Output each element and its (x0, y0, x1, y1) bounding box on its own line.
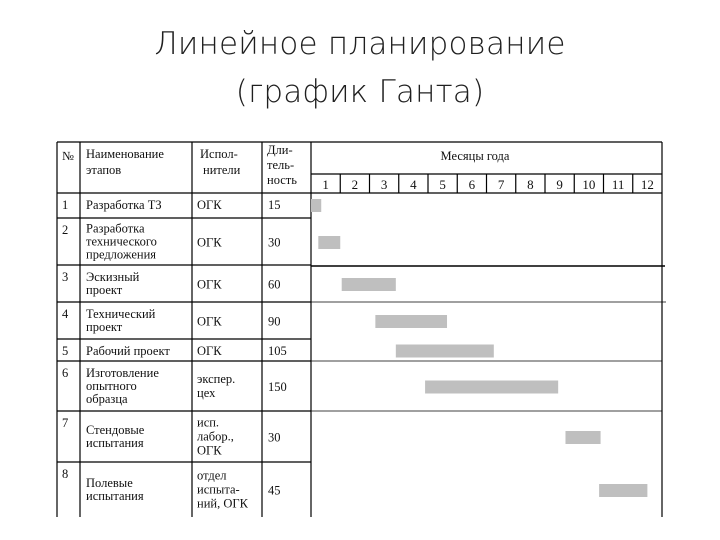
header-performer-label: нители (203, 163, 241, 177)
row-duration: 105 (268, 344, 287, 358)
month-label: 8 (527, 177, 534, 192)
month-label: 5 (439, 177, 446, 192)
gantt-bar (425, 381, 558, 394)
row-stage-name: Разработка (86, 221, 145, 236)
gantt-bar (396, 345, 494, 358)
row-stage-name: проект (86, 283, 123, 297)
header-duration-label: ность (267, 173, 297, 187)
row-performer: исп. (197, 415, 220, 430)
row-num: 6 (62, 366, 69, 380)
row-duration: 30 (268, 235, 281, 250)
gantt-bar (375, 315, 447, 328)
row-performer: ОГК (197, 198, 222, 212)
row-duration: 30 (268, 430, 281, 445)
row-stage-name: испытания (86, 489, 144, 503)
row-duration: 15 (268, 198, 281, 212)
row-stage-name: Полевые (86, 476, 133, 490)
header-duration-label: Дли- (267, 143, 293, 157)
gantt-bar (342, 278, 396, 291)
row-stage-name: испытания (86, 436, 144, 450)
row-duration: 60 (268, 277, 281, 292)
row-performer: ОГК (197, 314, 222, 329)
header-num-label: № (62, 149, 74, 163)
header-name-label: Наименование (86, 147, 164, 161)
row-duration: 90 (268, 314, 281, 329)
header-duration-label: тель- (267, 158, 295, 172)
header-performer-label: Испол- (200, 147, 238, 161)
month-label: 1 (322, 177, 329, 192)
month-label: 11 (611, 177, 625, 192)
row-stage-name: опытного (86, 379, 137, 393)
row-performer: испыта- (197, 482, 240, 497)
gantt-bar (318, 236, 340, 249)
row-stage-name: образца (86, 392, 128, 406)
row-stage-name: Эскизный (86, 270, 140, 284)
row-performer: лабор., (197, 429, 234, 444)
row-duration: 45 (268, 483, 281, 498)
month-label: 3 (380, 177, 388, 192)
row-performer: ОГК (197, 443, 222, 458)
row-num: 1 (62, 198, 69, 212)
gantt-bar (311, 199, 321, 212)
slide-title-line2: (график Ганта) (235, 74, 485, 110)
header-name-label: этапов (86, 163, 122, 177)
row-performer: ний, ОГК (197, 496, 248, 511)
month-label: 10 (582, 177, 596, 192)
row-num: 8 (62, 467, 69, 481)
row-performer: ОГК (197, 277, 222, 292)
row-stage-name: Технический (86, 307, 156, 321)
slide-title-line1: Линейное планирование (154, 26, 566, 62)
row-performer: ОГК (197, 344, 222, 358)
row-num: 3 (62, 270, 69, 284)
row-stage-name: предложения (86, 247, 157, 262)
gantt-bar (565, 431, 600, 444)
month-label: 4 (410, 177, 417, 192)
header-months-title: Месяцы года (440, 149, 510, 163)
row-stage-name: Стендовые (86, 423, 145, 437)
row-stage-name: технического (86, 234, 157, 249)
row-performer: ОГК (197, 235, 222, 250)
gantt-bar (599, 484, 647, 497)
row-num: 7 (62, 416, 69, 430)
month-label: 7 (497, 177, 505, 192)
month-label: 6 (468, 177, 476, 192)
row-num: 4 (62, 307, 69, 321)
row-stage-name: Рабочий проект (86, 344, 170, 358)
row-num: 2 (62, 223, 69, 237)
row-stage-name: проект (86, 320, 123, 334)
month-label: 9 (556, 177, 563, 192)
row-performer: цех (197, 386, 216, 400)
row-performer: отдел (197, 468, 227, 483)
row-stage-name: Разработка ТЗ (86, 198, 162, 212)
month-label: 2 (351, 177, 359, 192)
row-performer: экспер. (197, 372, 236, 386)
row-stage-name: Изготовление (86, 366, 159, 380)
row-duration: 150 (268, 380, 287, 394)
month-label: 12 (640, 177, 654, 192)
row-num: 5 (62, 344, 69, 358)
